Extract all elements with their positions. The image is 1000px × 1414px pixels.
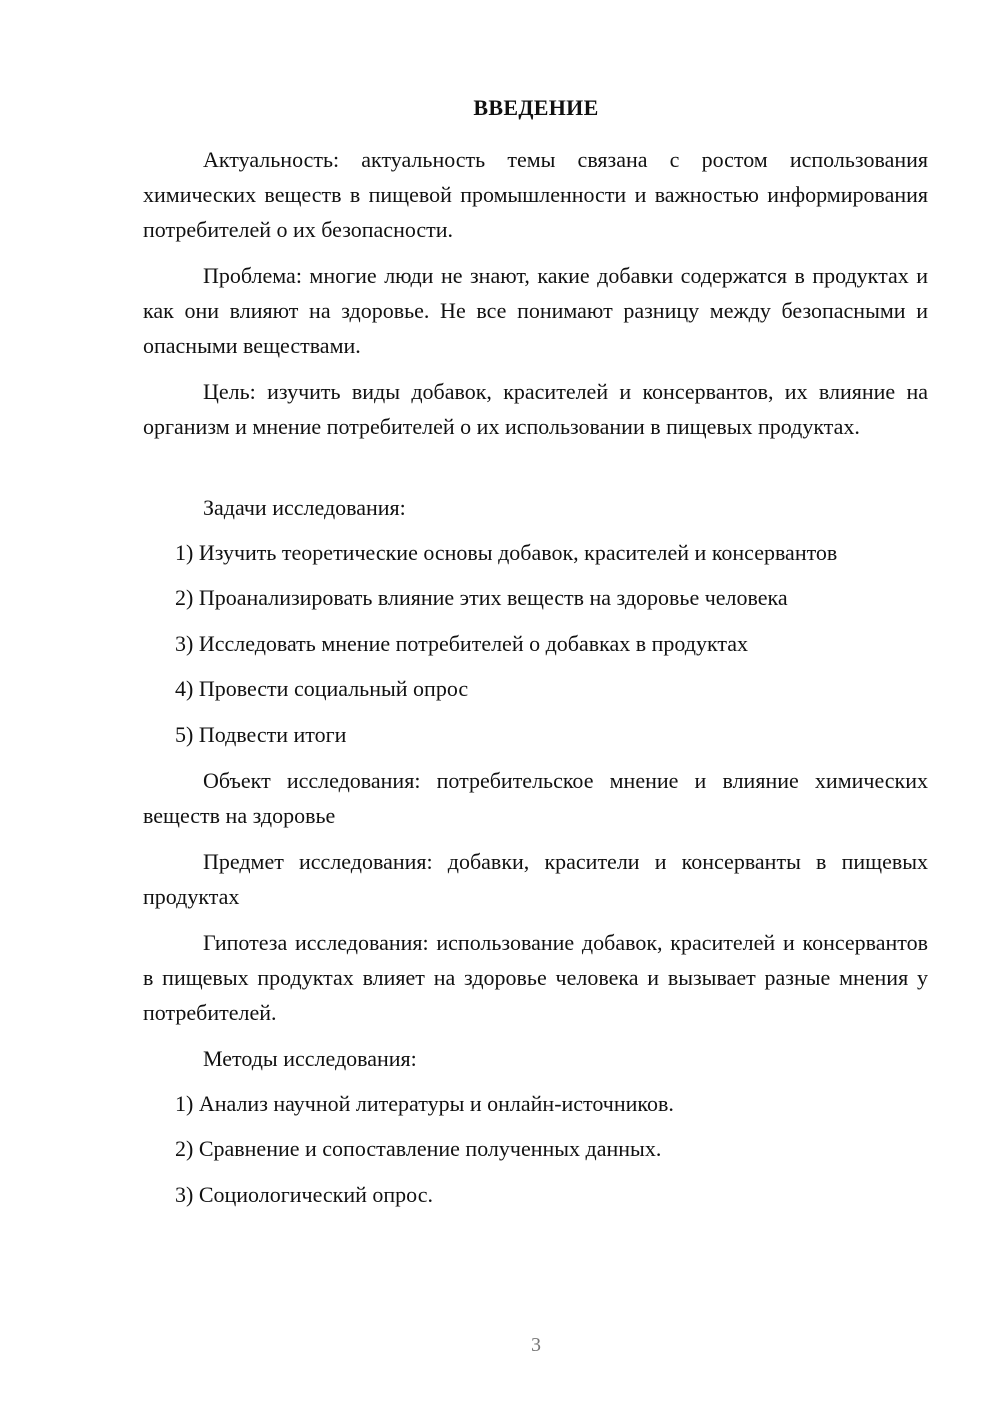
goal-paragraph: Цель: изучить виды добавок, красителей и консервантов, их влияние на организм и мнение потребителей о их использовании в пищевых продуктах. — [143, 379, 928, 439]
problem-paragraph: Проблема: многие люди не знают, какие добавки содержатся в продуктах и как они влияют на здоровье. Не все понимают разницу между безопасными и опасными веществами. — [143, 263, 928, 358]
method-item-3: 3) Социологический опрос. — [175, 1182, 433, 1207]
method-item-2: 2) Сравнение и сопоставление полученных данных. — [175, 1136, 662, 1161]
task-item-2: 2) Проанализировать влияние этих веществ на здоровье человека — [175, 585, 788, 610]
task-item-3: 3) Исследовать мнение потребителей о добавках в продуктах — [175, 631, 749, 656]
relevance-paragraph: Актуальность: актуальность темы связана с ростом использования химических веществ в пищевой промышленности и важностью информирования потребителей о их безопасности. — [143, 147, 928, 242]
method-item-1: 1) Анализ научной литературы и онлайн-источников. — [175, 1091, 674, 1116]
task-item-4: 4) Провести социальный опрос — [175, 676, 469, 701]
page-number: 3 — [531, 1334, 541, 1356]
task-item-5: 5) Подвести итоги — [175, 722, 347, 747]
task-item-1: 1) Изучить теоретические основы добавок, красителей и консервантов — [175, 540, 838, 565]
page-title: ВВЕДЕНИЕ — [473, 95, 599, 120]
tasks-heading: Задачи исследования: — [203, 495, 406, 520]
subject-paragraph: Предмет исследования: добавки, красители и консерванты в пищевых продуктах — [143, 849, 928, 909]
methods-heading: Методы исследования: — [203, 1046, 417, 1071]
object-paragraph: Объект исследования: потребительское мнение и влияние химических веществ на здоровье — [143, 768, 928, 828]
hypothesis-paragraph: Гипотеза исследования: использование добавок, красителей и консервантов в пищевых продуктах влияет на здоровье человека и вызывает разные мнения у потребителей. — [143, 930, 928, 1025]
